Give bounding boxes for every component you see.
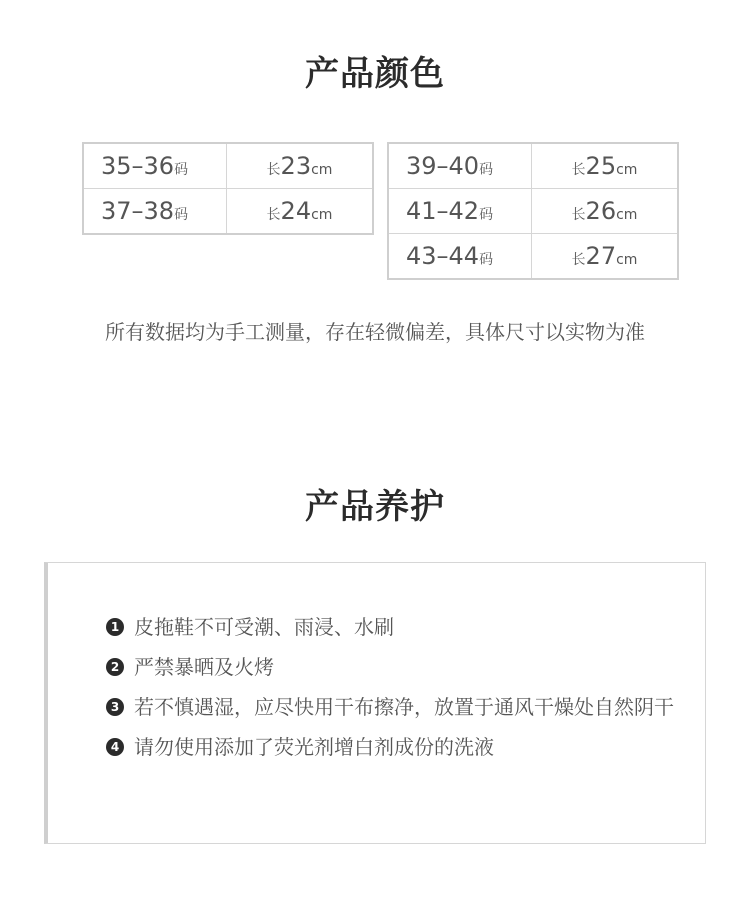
size-cell [83,143,227,189]
length-cell [532,234,679,280]
size-unit: 码 [479,252,494,268]
size-cell [388,234,532,280]
length-prefix: 长 [571,252,586,268]
table-row [388,143,678,189]
size-value: 41–42 [406,197,480,225]
size-table-right [387,142,679,280]
number-badge-icon: 1 [106,618,124,636]
list-item [106,647,686,687]
size-unit: 码 [174,162,189,178]
size-value: 37–38 [101,197,175,225]
length-value: 27 [585,242,617,270]
list-item [106,727,686,767]
number-badge-icon: 3 [106,698,124,716]
length-value: 26 [585,197,617,225]
care-list [106,607,686,767]
length-prefix: 长 [571,162,586,178]
size-value: 43–44 [406,242,480,270]
size-unit: 码 [479,207,494,223]
list-item [106,607,686,647]
length-unit: cm [616,252,638,268]
length-cell [227,189,374,235]
measurement-note: 所有数据均为手工测量，存在轻微偏差，具体尺寸以实物为准 [105,320,645,344]
table-row [83,143,373,189]
size-cell [388,143,532,189]
table-row [83,189,373,235]
table-row [388,189,678,234]
length-prefix: 长 [266,207,281,223]
care-item-text: 皮拖鞋不可受潮、雨浸、水刷 [134,615,394,639]
table-row [388,234,678,280]
length-unit: cm [311,207,333,223]
length-cell [532,189,679,234]
size-unit: 码 [479,162,494,178]
size-unit: 码 [174,207,189,223]
length-value: 25 [585,152,617,180]
care-item-text: 若不慎遇湿，应尽快用干布擦净，放置于通风干燥处自然阴干 [134,695,674,719]
size-value: 39–40 [406,152,480,180]
number-badge-icon: 2 [106,658,124,676]
length-prefix: 长 [571,207,586,223]
care-item-text: 请勿使用添加了荧光剂增白剂成份的洗液 [134,735,494,759]
length-value: 24 [280,197,312,225]
length-prefix: 长 [266,162,281,178]
length-cell [532,143,679,189]
size-value: 35–36 [101,152,175,180]
number-badge-icon: 4 [106,738,124,756]
length-unit: cm [616,162,638,178]
size-cell [388,189,532,234]
care-section-title: 产品养护 [305,487,445,527]
length-value: 23 [280,152,312,180]
color-section-title: 产品颜色 [305,54,445,94]
care-item-text: 严禁暴晒及火烤 [134,655,274,679]
size-table-left [82,142,374,235]
list-item [106,687,686,727]
length-unit: cm [311,162,333,178]
length-unit: cm [616,207,638,223]
care-instructions-box [44,562,706,844]
size-cell [83,189,227,235]
length-cell [227,143,374,189]
